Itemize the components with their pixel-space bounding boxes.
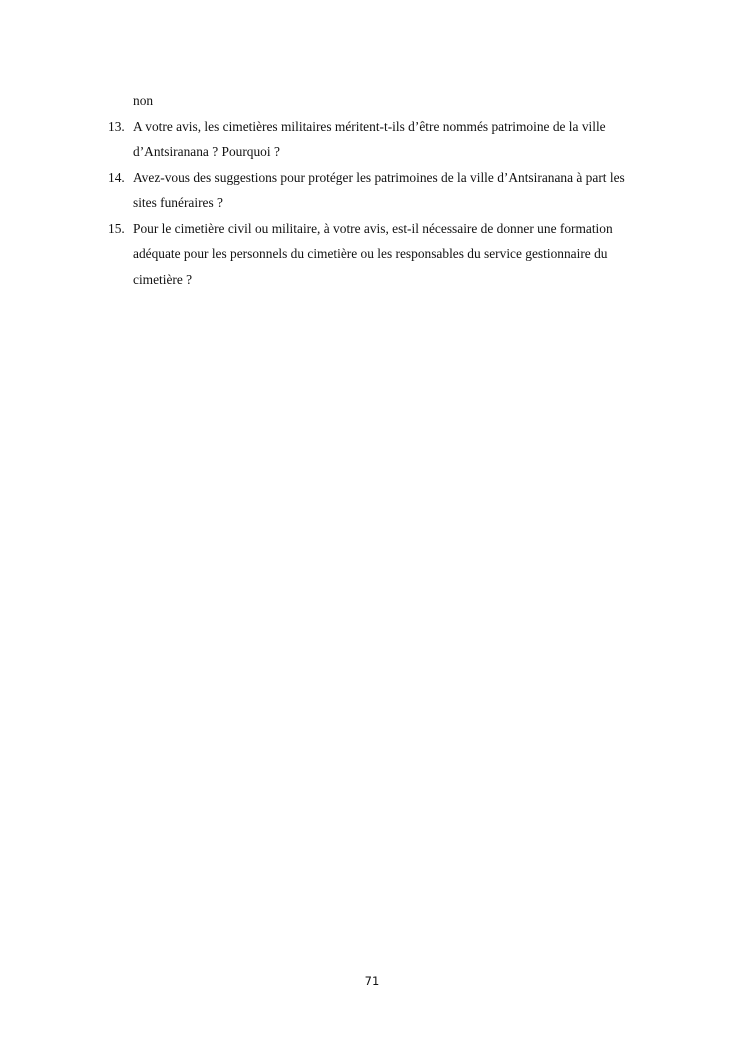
question-item-14: [108, 165, 648, 216]
question-number: 14.: [108, 169, 125, 185]
question-item-13: [108, 114, 648, 165]
page-number: 71: [364, 974, 380, 988]
question-number: 13.: [108, 118, 125, 134]
question-number: 15.: [108, 220, 125, 236]
question-item-15: [108, 216, 648, 293]
page-body: [108, 88, 648, 292]
question-text: A votre avis, les cimetières militaires méritent-t-ils d’être nommés patrimoine de la ville d’Antsiranana ? Pourquoi ?: [133, 118, 606, 159]
previous-answer-option: non: [133, 93, 154, 108]
question-text: Avez-vous des suggestions pour protéger les patrimoines de la ville d’Antsiranana à part les sites funéraires ?: [133, 169, 625, 210]
question-text: Pour le cimetière civil ou militaire, à votre avis, est-il nécessaire de donner une formation adéquate pour les personnels du cimetière ou les responsables du service gestionnaire du cimetière ?: [133, 220, 613, 287]
